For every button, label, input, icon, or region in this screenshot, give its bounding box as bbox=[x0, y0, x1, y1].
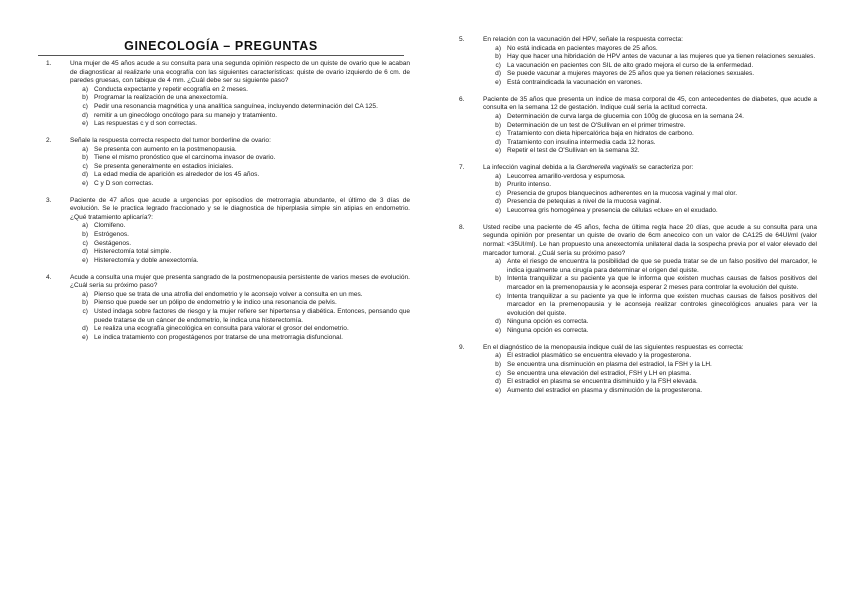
question-item bbox=[46, 60, 410, 129]
option-item bbox=[70, 171, 410, 180]
option-item bbox=[483, 147, 817, 156]
option-item bbox=[483, 70, 817, 79]
options-list bbox=[483, 352, 817, 395]
question-text-part: se caracteriza por: bbox=[637, 164, 694, 172]
options-list bbox=[483, 258, 817, 335]
question-item bbox=[459, 164, 817, 216]
option-letter: a) bbox=[82, 290, 88, 298]
option-letter: e) bbox=[82, 179, 88, 187]
option-text: Gestágenos. bbox=[94, 239, 132, 247]
option-item bbox=[70, 248, 410, 257]
options-list bbox=[483, 45, 817, 88]
option-item bbox=[70, 240, 410, 249]
question-number: 6. bbox=[459, 95, 465, 103]
option-item bbox=[483, 190, 817, 199]
question-number: 8. bbox=[459, 223, 465, 231]
right-column bbox=[459, 36, 817, 404]
option-letter: c) bbox=[495, 189, 501, 197]
option-letter: a) bbox=[82, 222, 88, 230]
option-item bbox=[483, 370, 817, 379]
option-item bbox=[483, 130, 817, 139]
option-letter: c) bbox=[82, 162, 88, 170]
option-text: Clomifeno. bbox=[94, 222, 126, 230]
option-text: Conducta expectante y repetir ecografía en 2 meses. bbox=[94, 85, 248, 93]
option-letter: c) bbox=[82, 102, 88, 110]
option-item bbox=[70, 257, 410, 266]
option-letter: c) bbox=[495, 61, 501, 69]
option-text: El estradiol en plasma se encuentra disminuido y la FSH elevada. bbox=[507, 378, 698, 386]
option-letter: b) bbox=[495, 275, 501, 283]
option-item bbox=[70, 325, 410, 334]
option-item bbox=[70, 112, 410, 121]
option-item bbox=[70, 222, 410, 231]
question-text: Usted recibe una paciente de 45 años, fecha de última regla hace 20 días, que acude a su consulta para una segunda opinión por presentar un quiste de ovario de 6cm anecoico con un valor de CA125 de 64UI/ml (valor normal: <35UI/ml). Le han propuesto una anexectomía unilateral dada la sospecha previa por el valor elevado del marcador tumoral. ¿Cuál sería su próximo paso? bbox=[483, 223, 817, 257]
option-text: C y D son correctas. bbox=[94, 179, 154, 187]
option-text: Leucorrea gris homogénea y presencia de células «clue» en el exudado. bbox=[507, 207, 718, 215]
option-item bbox=[70, 103, 410, 112]
option-text: Histerectomía total simple. bbox=[94, 248, 172, 256]
option-letter: d) bbox=[495, 138, 501, 146]
question-item bbox=[46, 197, 410, 266]
option-text: El estradiol plasmático se encuentra elevado y la progesterona. bbox=[507, 352, 692, 360]
option-item bbox=[70, 146, 410, 155]
question-item bbox=[459, 36, 817, 88]
option-text: Determinación de curva larga de glucemia con 100g de glucosa en la semana 24. bbox=[507, 112, 744, 120]
option-text: Se encuentra una disminución en plasma del estradiol, la FSH y la LH. bbox=[507, 360, 712, 368]
option-item bbox=[483, 53, 817, 62]
option-letter: b) bbox=[495, 181, 501, 189]
option-item bbox=[70, 299, 410, 308]
option-item bbox=[70, 94, 410, 103]
option-item bbox=[70, 120, 410, 129]
question-text: Una mujer de 45 años acude a su consulta para una segunda opinión respecto de un quiste de ovario que le acaban de diagnosticar al realizarle una ecografía con las siguientes características: quiste de ovario izquierdo de 6 cm. de paredes gruesas, con tabique de 4 mm. ¿Cuál debe ser su siguiente paso? bbox=[70, 60, 410, 85]
question-text: Paciente de 35 años que presenta un índice de masa corporal de 45, con antecedentes de diabetes, que acude a consulta en la semana 12 de gestación. Indique cuál sería la actitud correcta. bbox=[483, 95, 817, 112]
question-text: En el diagnóstico de la menopausia indique cuál de las siguientes respuestas es correcta: bbox=[483, 343, 744, 351]
option-letter: e) bbox=[495, 147, 501, 155]
question-item bbox=[459, 224, 817, 336]
option-letter: b) bbox=[82, 299, 88, 307]
option-item bbox=[483, 79, 817, 88]
option-item bbox=[70, 291, 410, 300]
option-text: Ante el riesgo de encuentra la posibilidad de que se pueda tratar se de un falso positivo del marcador, le indica igualmente una cirugía para determinar el origen del quiste. bbox=[507, 258, 817, 274]
option-letter: d) bbox=[495, 70, 501, 78]
option-text: La vacunación en pacientes con SIL de alto grado mejora el curso de la enfermedad. bbox=[507, 61, 754, 69]
option-item bbox=[70, 308, 410, 325]
option-text: Aumento del estradiol en plasma y disminución de la progesterona. bbox=[507, 386, 703, 394]
option-letter: d) bbox=[82, 325, 88, 333]
option-text: Presencia de petequias a nivel de la mucosa vaginal. bbox=[507, 198, 662, 206]
option-letter: c) bbox=[495, 130, 501, 138]
question-text-part: La infección vaginal debida a la bbox=[483, 164, 577, 172]
question-text bbox=[483, 164, 817, 173]
options-list bbox=[70, 146, 410, 189]
option-letter: b) bbox=[82, 154, 88, 162]
option-text: Intenta tranquilizar a su paciente ya que le informa que existen muchas causas de falsos positivos del marcador en la premenopausia y le aconseja esperar 2 meses para controlar la evolución del quiste. bbox=[507, 275, 817, 291]
option-letter: e) bbox=[495, 386, 501, 394]
option-item bbox=[483, 352, 817, 361]
option-letter: c) bbox=[82, 239, 88, 247]
option-text: Prurito intenso. bbox=[507, 181, 552, 189]
option-letter: a) bbox=[82, 85, 88, 93]
option-letter: d) bbox=[82, 111, 88, 119]
option-letter: e) bbox=[82, 333, 88, 341]
question-text-italic: Gardnerella vaginalis bbox=[576, 164, 638, 172]
option-text: Programar la realización de una anexectomía. bbox=[94, 94, 228, 102]
option-item bbox=[483, 361, 817, 370]
option-letter: e) bbox=[495, 207, 501, 215]
option-letter: a) bbox=[82, 145, 88, 153]
option-item bbox=[483, 113, 817, 122]
option-item bbox=[483, 327, 817, 336]
option-text: Las respuestas c y d son correctas. bbox=[94, 120, 197, 128]
option-item bbox=[70, 163, 410, 172]
option-item bbox=[483, 198, 817, 207]
option-item bbox=[483, 293, 817, 319]
question-number: 3. bbox=[46, 196, 52, 204]
option-item bbox=[70, 154, 410, 163]
left-column bbox=[46, 60, 410, 351]
option-text: Estrógenos. bbox=[94, 231, 129, 239]
option-item bbox=[483, 207, 817, 216]
option-text: La edad media de aparición es alrededor de los 45 años. bbox=[94, 171, 260, 179]
option-letter: a) bbox=[495, 352, 501, 360]
options-list bbox=[70, 86, 410, 129]
options-list bbox=[70, 222, 410, 265]
option-letter: e) bbox=[495, 326, 501, 334]
option-letter: a) bbox=[495, 258, 501, 266]
option-letter: e) bbox=[82, 256, 88, 264]
option-text: remitir a un ginecólogo oncólogo para su manejo y tratamiento. bbox=[94, 111, 278, 119]
option-item bbox=[483, 258, 817, 275]
option-text: Le indica tratamiento con progestágenos por tratarse de una metrorragia disfuncional. bbox=[94, 333, 343, 341]
option-text: Tiene el mismo pronóstico que el carcinoma invasor de ovario. bbox=[94, 154, 276, 162]
option-text: Intenta tranquilizar a su paciente ya que le informa que existen muchas causas de falsos positivos del marcador en la premenopausia y le aconseja realizar controles ginecológicos anuales para ver la evolución del quiste. bbox=[507, 292, 817, 317]
option-text: Está contraindicada la vacunación en varones. bbox=[507, 78, 643, 86]
option-text: Se presenta con aumento en la postmenopausia. bbox=[94, 145, 237, 153]
question-number: 1. bbox=[46, 60, 52, 67]
option-text: Usted indaga sobre factores de riesgo y la mujer refiere ser hipertensa y diabética. Entonces, pensando que puede tratarse de un cáncer de endometrio, le indica una histerectomía. bbox=[94, 308, 410, 324]
options-list bbox=[483, 173, 817, 216]
option-text: Le realiza una ecografía ginecológica en consulta para valorar el grosor del endometrio. bbox=[94, 325, 349, 333]
option-text: Repetir el test de O'Sullivan en la semana 32. bbox=[507, 147, 640, 155]
option-letter: b) bbox=[495, 53, 501, 61]
option-item bbox=[483, 378, 817, 387]
option-text: Tratamiento con dieta hipercalórica baja en hidratos de carbono. bbox=[507, 130, 694, 138]
question-text: Paciente de 47 años que acude a urgencias por episodios de metrorragia abundante, el último de 3 días de evolución. Se le practica legrado fraccionado y se le diagnostica de hiperplasia simple sin atipias en endometrio. ¿Qué tratamiento aplicaría?: bbox=[70, 196, 410, 221]
option-text: No está indicada en pacientes mayores de 25 años. bbox=[507, 44, 658, 52]
option-item bbox=[70, 334, 410, 343]
question-item bbox=[459, 344, 817, 396]
option-letter: b) bbox=[495, 121, 501, 129]
option-letter: d) bbox=[495, 378, 501, 386]
option-item bbox=[70, 86, 410, 95]
option-text: Presencia de grupos blanquecinos adherentes en la mucosa vaginal y mal olor. bbox=[507, 189, 738, 197]
title-underline bbox=[38, 55, 404, 56]
options-list bbox=[483, 113, 817, 156]
option-item bbox=[70, 180, 410, 189]
option-letter: c) bbox=[495, 292, 501, 300]
question-item bbox=[46, 274, 410, 343]
option-item bbox=[483, 387, 817, 396]
option-text: Se encuentra una elevación del estradiol, FSH y LH en plasma. bbox=[507, 369, 692, 377]
option-text: Determinación de un test de O'Sullivan en el primer trimestre. bbox=[507, 121, 686, 129]
option-text: Pienso que se trata de una atrofia del endometrio y le aconsejo volver a consulta en un mes. bbox=[94, 290, 363, 298]
question-number: 7. bbox=[459, 164, 465, 172]
question-number: 9. bbox=[459, 343, 465, 351]
option-letter: b) bbox=[82, 94, 88, 102]
option-letter: c) bbox=[495, 369, 501, 377]
question-number: 4. bbox=[46, 273, 52, 281]
option-letter: a) bbox=[495, 44, 501, 52]
option-letter: a) bbox=[495, 112, 501, 120]
option-item bbox=[483, 318, 817, 327]
option-text: Se puede vacunar a mujeres mayores de 25 años que ya tienen relaciones sexuales. bbox=[507, 70, 755, 78]
title-block bbox=[38, 37, 404, 55]
option-item bbox=[483, 122, 817, 131]
option-text: Pienso que puede ser un pólipo de endometrio y le indico una resonancia de pelvis. bbox=[94, 299, 337, 307]
option-item bbox=[483, 181, 817, 190]
option-text: Hay que hacer una hibridación de HPV antes de vacunar a las mujeres que ya tienen relaciones sexuales. bbox=[507, 53, 816, 61]
question-number: 2. bbox=[46, 136, 52, 144]
option-letter: d) bbox=[495, 318, 501, 326]
option-item bbox=[483, 139, 817, 148]
option-text: Leucorrea amarillo-verdosa y espumosa. bbox=[507, 172, 626, 180]
option-item bbox=[483, 45, 817, 54]
option-letter: c) bbox=[82, 308, 88, 315]
option-text: Ninguna opción es correcta. bbox=[507, 326, 589, 334]
option-letter: e) bbox=[495, 78, 501, 86]
option-item bbox=[483, 173, 817, 182]
question-text: En relación con la vacunación del HPV, señale la respuesta correcta: bbox=[483, 36, 683, 43]
option-text: Tratamiento con insulina intermedia cada 12 horas. bbox=[507, 138, 656, 146]
option-item bbox=[483, 62, 817, 71]
option-letter: b) bbox=[495, 360, 501, 368]
question-item bbox=[459, 96, 817, 156]
option-text: Pedir una resonancia magnética y una analítica sanguínea, incluyendo determinación del CA 125. bbox=[94, 102, 378, 110]
option-letter: b) bbox=[82, 231, 88, 239]
option-letter: d) bbox=[82, 248, 88, 256]
question-text: Acude a consulta una mujer que presenta sangrado de la postmenopausia persistente de varios meses de evolución. ¿Cuál sería su próximo paso? bbox=[70, 273, 410, 290]
option-text: Se presenta generalmente en estadios iniciales. bbox=[94, 162, 234, 170]
option-letter: d) bbox=[495, 198, 501, 206]
options-list bbox=[70, 291, 410, 343]
question-text: Señale la respuesta correcta respecto del tumor borderline de ovario: bbox=[70, 136, 271, 144]
option-item bbox=[70, 231, 410, 240]
option-letter: e) bbox=[82, 120, 88, 128]
question-number: 5. bbox=[459, 36, 465, 43]
option-text: Histerectomía y doble anexectomía. bbox=[94, 256, 199, 264]
option-text: Ninguna opción es correcta. bbox=[507, 318, 589, 326]
question-item bbox=[46, 137, 410, 189]
page-title: GINECOLOGÍA – PREGUNTAS bbox=[124, 39, 318, 53]
option-letter: a) bbox=[495, 172, 501, 180]
option-letter: d) bbox=[82, 171, 88, 179]
option-item bbox=[483, 275, 817, 292]
